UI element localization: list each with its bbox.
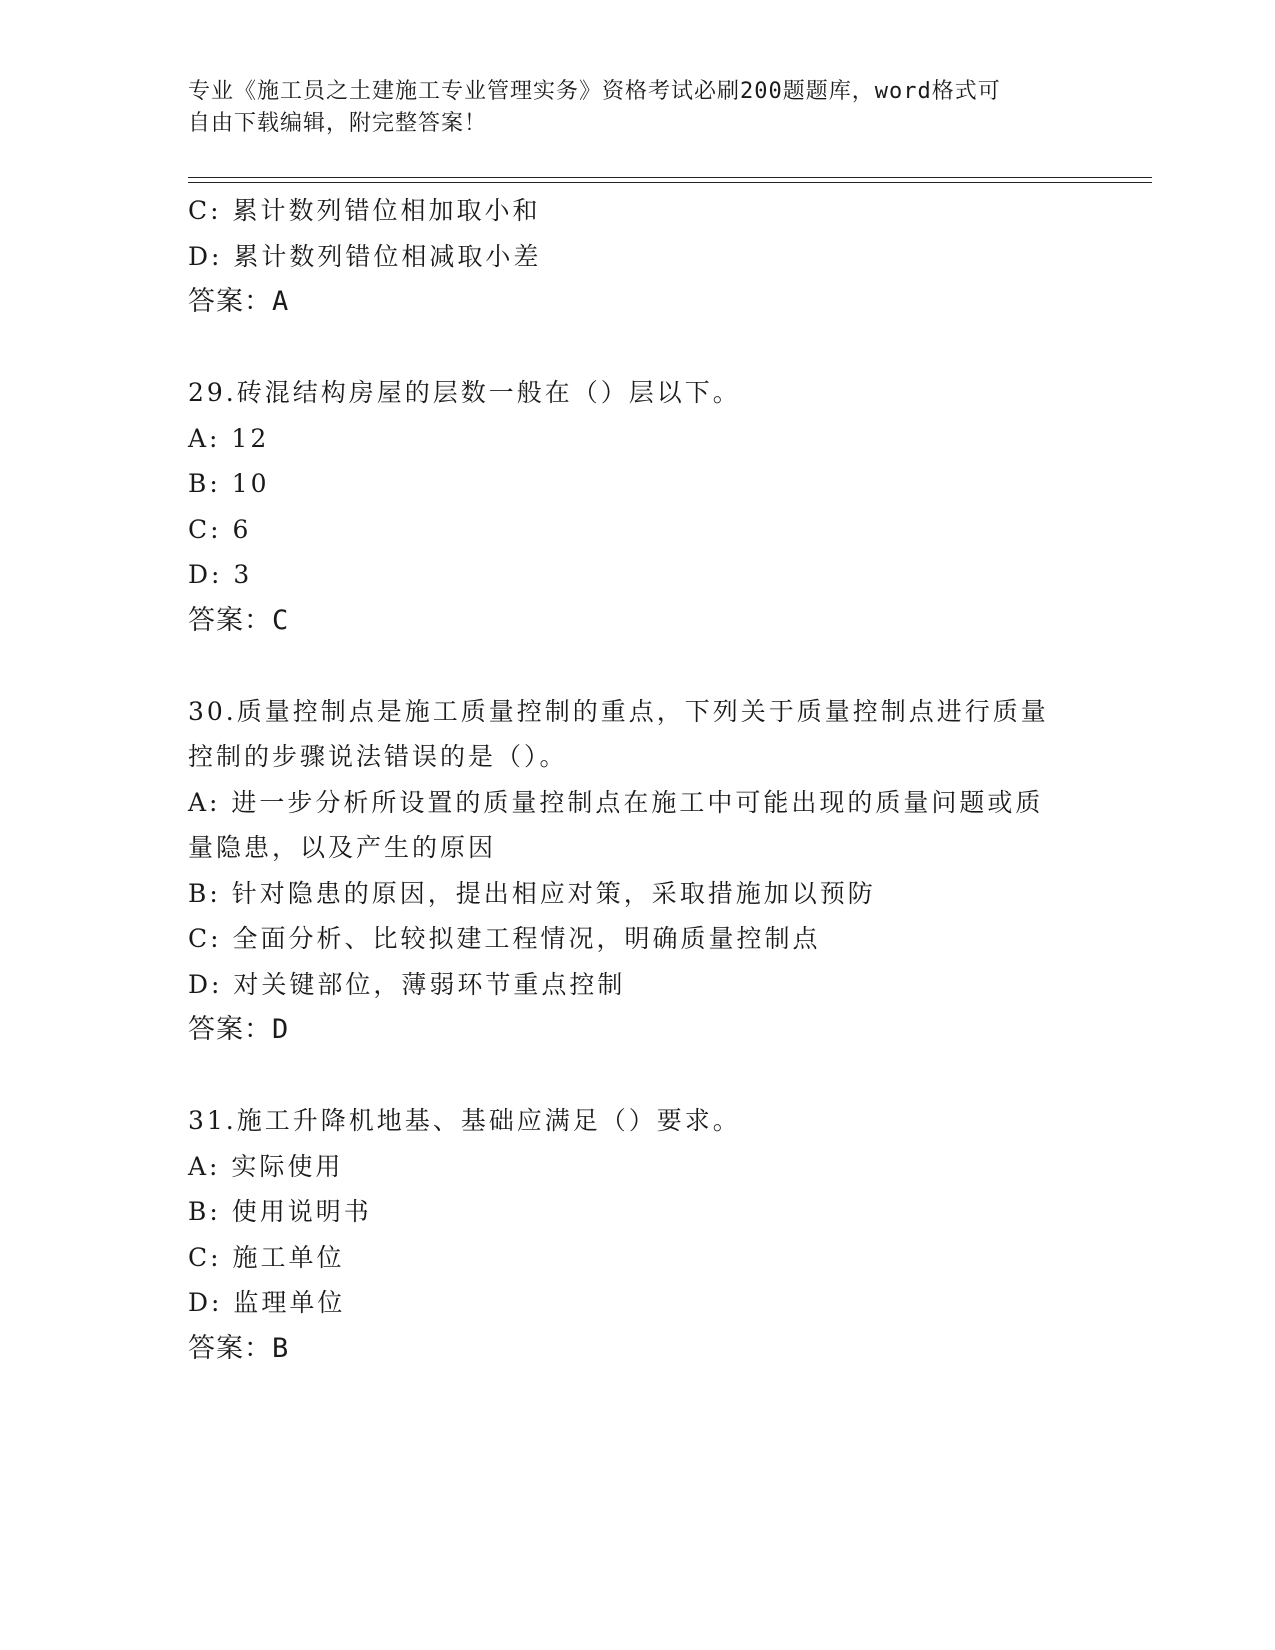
option-d: D: 对关键部位，薄弱环节重点控制	[188, 969, 626, 999]
option-d: D: 累计数列错位相减取小差	[188, 241, 542, 271]
option-c: C: 施工单位	[188, 1242, 345, 1272]
option-a: A: 进一步分析所设置的质量控制点在施工中可能出现的质量问题或质	[188, 787, 1044, 817]
option-a-continued: 量隐患，以及产生的原因	[188, 833, 497, 862]
option-b: B: 10	[188, 469, 270, 498]
question-stem: 30.质量控制点是施工质量控制的重点，下列关于质量控制点进行质量	[188, 696, 1049, 726]
document-header	[188, 76, 1068, 140]
answer-label: 答案：B	[188, 1332, 290, 1364]
option-b: B: 针对隐患的原因，提出相应对策，采取措施加以预防	[188, 878, 876, 908]
option-d: D: 监理单位	[188, 1288, 346, 1317]
answer-label: 答案：D	[188, 1014, 290, 1045]
spacer	[188, 1053, 1088, 1099]
answer-label: 答案：C	[188, 604, 290, 636]
option-c: C: 全面分析、比较拟建工程情况，明确质量控制点	[188, 924, 821, 953]
option-c: C: 6	[188, 514, 252, 544]
answer-label: 答案：A	[188, 286, 290, 317]
question-stem: 31.施工升降机地基、基础应满足（）要求。	[188, 1106, 741, 1135]
header-divider-top	[188, 177, 1152, 178]
spacer	[188, 643, 1088, 689]
option-a: A: 实际使用	[188, 1151, 344, 1181]
header-title-line-1: 专业《施工员之土建施工专业管理实务》资格考试必刷200题题库，word格式可	[188, 79, 1001, 104]
header-divider-bottom	[188, 182, 1152, 183]
question-29	[188, 370, 1088, 643]
question-stem-continued: 控制的步骤说法错误的是（）。	[188, 742, 568, 771]
spacer	[188, 325, 1088, 371]
option-d: D: 3	[188, 560, 253, 589]
question-stem: 29.砖混结构房屋的层数一般在（）层以下。	[188, 378, 741, 407]
question-31	[188, 1098, 1088, 1371]
header-title-line-2: 自由下载编辑，附完整答案！	[188, 111, 488, 136]
question-list	[188, 188, 1088, 1371]
option-c: C: 累计数列错位相加取小和	[188, 196, 541, 225]
question-30	[188, 689, 1088, 1053]
question-28	[188, 188, 1088, 325]
option-b: B: 使用说明书	[188, 1197, 372, 1226]
option-a: A: 12	[188, 423, 270, 453]
